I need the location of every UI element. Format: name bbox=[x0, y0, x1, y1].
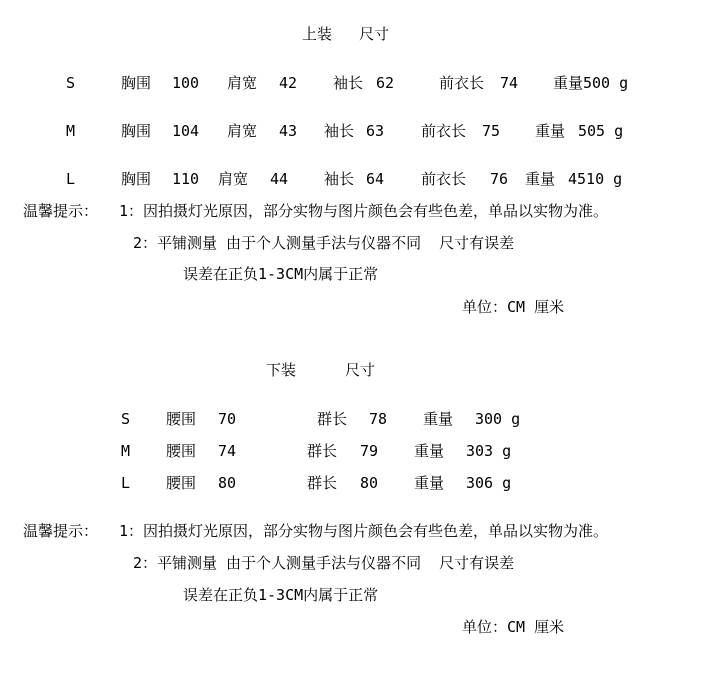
top-l-weight-label: 重量 bbox=[525, 170, 556, 188]
bottom-notice-1: 1：因拍摄灯光原因，部分实物与图片颜色会有些色差，单品以实物为准。 bbox=[119, 522, 609, 540]
bottom-unit: 单位：CM 厘米 bbox=[462, 618, 565, 636]
top-unit: 单位：CM 厘米 bbox=[462, 298, 565, 316]
bottom-size-l: L bbox=[121, 474, 131, 492]
top-l-weight: 4510 g bbox=[568, 170, 623, 188]
bottom-s-skirt: 78 bbox=[369, 410, 388, 428]
top-l-shoulder: 44 bbox=[270, 170, 289, 188]
top-m-weight-label: 重量 bbox=[535, 122, 566, 140]
top-m-length: 75 bbox=[482, 122, 501, 140]
top-notice-label: 温馨提示： bbox=[23, 202, 99, 220]
bottom-l-weight: 306 g bbox=[466, 474, 512, 492]
top-m-shoulder-label: 肩宽 bbox=[227, 122, 258, 140]
top-l-length-label: 前衣长 bbox=[421, 170, 467, 188]
top-m-length-label: 前衣长 bbox=[421, 122, 467, 140]
top-l-sleeve: 64 bbox=[366, 170, 385, 188]
top-s-weight: 重量500 g bbox=[553, 74, 629, 92]
top-s-shoulder: 42 bbox=[279, 74, 298, 92]
bottom-notice-3: 误差在正负1-3CM内属于正常 bbox=[183, 586, 379, 604]
top-notice-3: 误差在正负1-3CM内属于正常 bbox=[183, 265, 379, 283]
top-l-shoulder-label: 肩宽 bbox=[218, 170, 249, 188]
top-l-chest: 110 bbox=[172, 170, 200, 188]
bottom-l-waist-label: 腰围 bbox=[166, 474, 197, 492]
bottom-notice-label: 温馨提示： bbox=[23, 522, 99, 540]
top-s-length: 74 bbox=[500, 74, 519, 92]
bottom-m-weight-label: 重量 bbox=[414, 442, 445, 460]
top-m-shoulder: 43 bbox=[279, 122, 298, 140]
top-s-chest-label: 胸围 bbox=[121, 74, 152, 92]
bottom-s-weight-label: 重量 bbox=[423, 410, 454, 428]
bottom-size-m: M bbox=[121, 442, 131, 460]
bottom-s-skirt-label: 群长 bbox=[317, 410, 348, 428]
bottom-l-skirt: 80 bbox=[360, 474, 379, 492]
top-l-chest-label: 胸围 bbox=[121, 170, 152, 188]
bottom-m-waist-label: 腰围 bbox=[166, 442, 197, 460]
top-size-m: M bbox=[66, 122, 76, 140]
bottom-l-skirt-label: 群长 bbox=[307, 474, 338, 492]
bottom-s-weight: 300 g bbox=[475, 410, 521, 428]
bottom-l-waist: 80 bbox=[218, 474, 237, 492]
top-l-sleeve-label: 袖长 bbox=[324, 170, 355, 188]
bottom-s-waist-label: 腰围 bbox=[166, 410, 197, 428]
top-m-chest: 104 bbox=[172, 122, 200, 140]
top-m-weight: 505 g bbox=[578, 122, 624, 140]
top-s-chest: 100 bbox=[172, 74, 200, 92]
bottom-m-skirt-label: 群长 bbox=[307, 442, 338, 460]
top-s-sleeve: 62 bbox=[376, 74, 395, 92]
top-title: 上装 尺寸 bbox=[302, 25, 390, 43]
bottom-title: 下装 bbox=[266, 361, 297, 379]
top-s-shoulder-label: 肩宽 bbox=[227, 74, 258, 92]
top-s-sleeve-label: 袖长 bbox=[333, 74, 364, 92]
bottom-l-weight-label: 重量 bbox=[414, 474, 445, 492]
bottom-m-waist: 74 bbox=[218, 442, 237, 460]
bottom-s-waist: 70 bbox=[218, 410, 237, 428]
bottom-m-skirt: 79 bbox=[360, 442, 379, 460]
top-m-sleeve-label: 袖长 bbox=[324, 122, 355, 140]
top-s-length-label: 前衣长 bbox=[439, 74, 485, 92]
top-size-l: L bbox=[66, 170, 76, 188]
top-m-sleeve: 63 bbox=[366, 122, 385, 140]
top-notice-1: 1：因拍摄灯光原因，部分实物与图片颜色会有些色差，单品以实物为准。 bbox=[119, 202, 609, 220]
top-l-length: 76 bbox=[490, 170, 509, 188]
bottom-m-weight: 303 g bbox=[466, 442, 512, 460]
top-size-s: S bbox=[66, 74, 76, 92]
top-notice-2: 2：平铺测量 由于个人测量手法与仪器不同 尺寸有误差 bbox=[133, 234, 515, 252]
top-m-chest-label: 胸围 bbox=[121, 122, 152, 140]
bottom-title-size: 尺寸 bbox=[345, 361, 376, 379]
bottom-notice-2: 2：平铺测量 由于个人测量手法与仪器不同 尺寸有误差 bbox=[133, 554, 515, 572]
bottom-size-s: S bbox=[121, 410, 131, 428]
